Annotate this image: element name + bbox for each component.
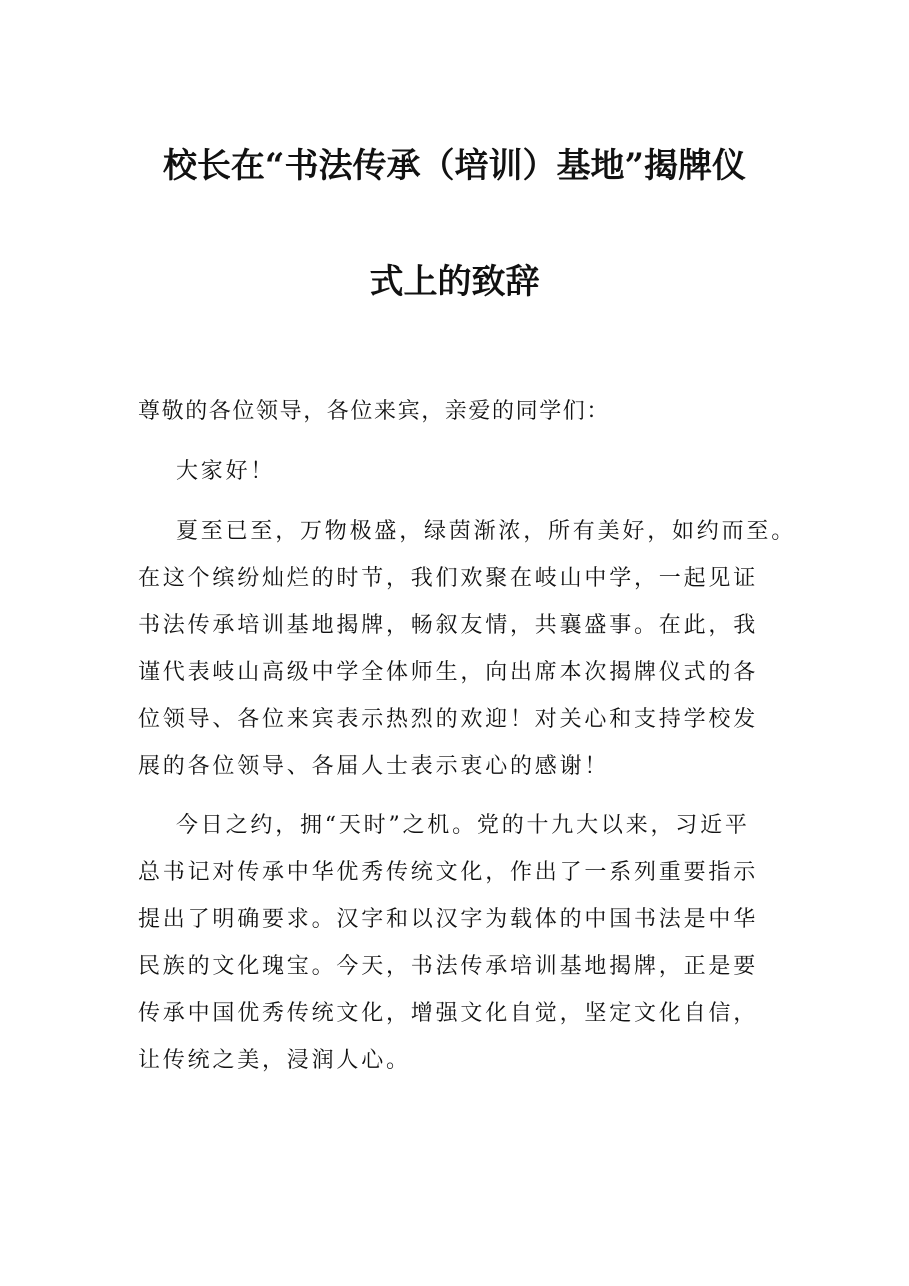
paragraph-2-line-4: 民族的文化瑰宝。今天，书法传承培训基地揭牌，正是要 [138, 954, 759, 979]
paragraph-1-line-4: 谨代表岐山高级中学全体师生，向出席本次揭牌仪式的各 [138, 660, 759, 685]
paragraph-1-line-1: 夏至已至，万物极盛，绿茵渐浓，所有美好，如约而至。 [176, 519, 797, 544]
paragraph-2-line-1: 今日之约，拥“天时”之机。党的十九大以来，习近平 [176, 813, 750, 838]
paragraph-2-line-3: 提出了明确要求。汉字和以汉字为载体的中国书法是中华 [138, 907, 759, 932]
paragraph-1-line-2: 在这个缤纷灿烂的时节，我们欢聚在岐山中学，一起见证 [138, 566, 759, 591]
paragraph-1-line-5: 位领导、各位来宾表示热烈的欢迎！对关心和支持学校发 [138, 707, 759, 732]
greeting: 大家好！ [176, 459, 276, 484]
paragraph-2-line-2: 总书记对传承中华优秀传统文化，作出了一系列重要指示 [138, 860, 759, 885]
salutation: 尊敬的各位领导，各位来宾，亲爱的同学们： [138, 399, 611, 424]
paragraph-2-line-6: 让传统之美，浸润人心。 [138, 1048, 411, 1073]
document-title-line-2: 式上的致辞 [369, 262, 540, 302]
document-title-line-1: 校长在“书法传承（培训）基地”揭牌仪 [162, 146, 747, 186]
paragraph-1-line-6: 展的各位领导、各届人士表示衷心的感谢！ [138, 754, 610, 779]
paragraph-2-line-5: 传承中国优秀传统文化，增强文化自觉，坚定文化自信， [138, 1001, 759, 1026]
paragraph-1-line-3: 书法传承培训基地揭牌，畅叙友情，共襄盛事。在此，我 [138, 613, 759, 638]
